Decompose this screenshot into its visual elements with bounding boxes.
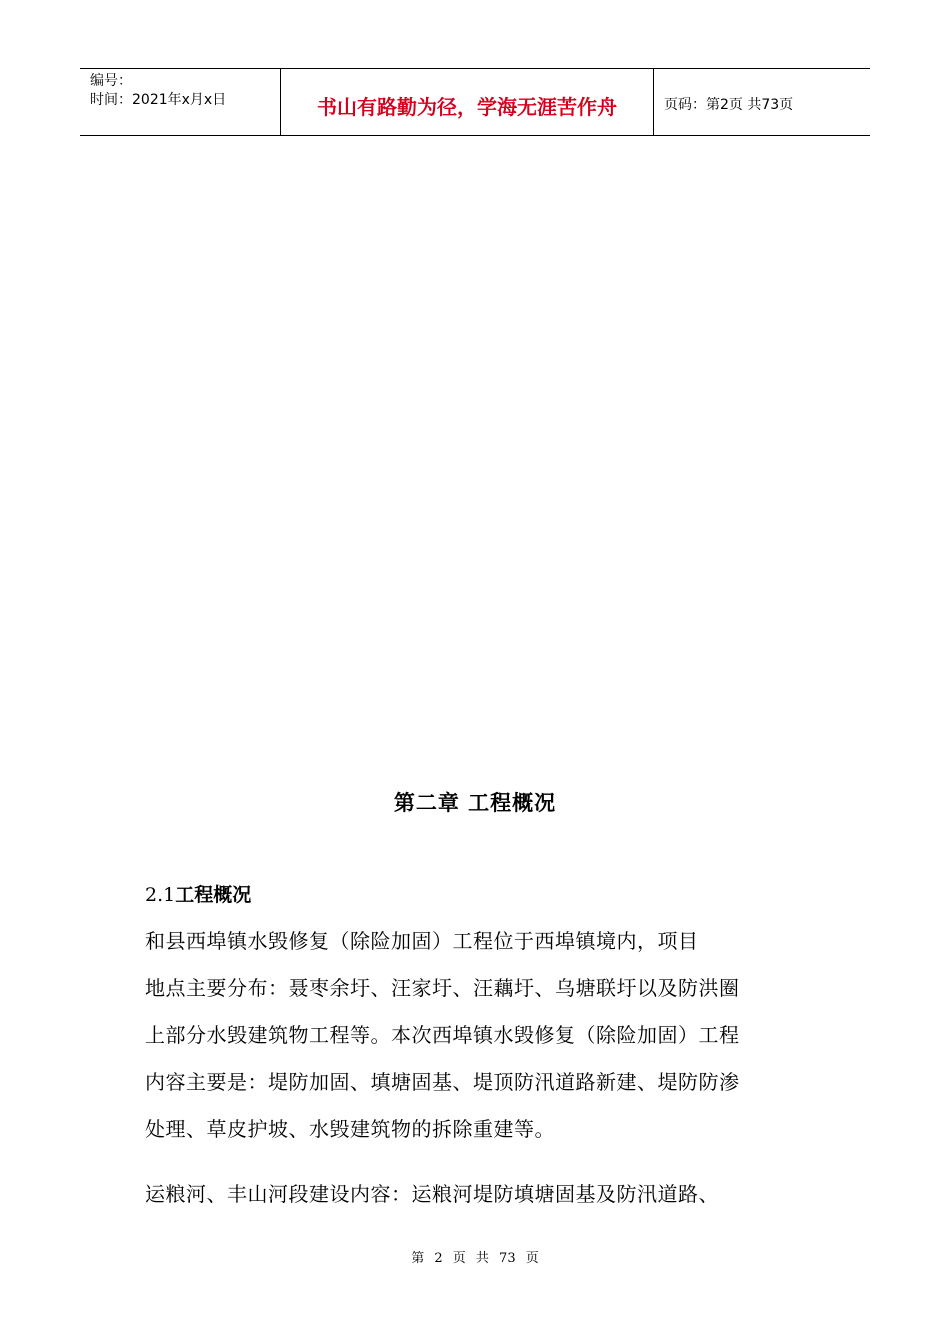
section-heading	[145, 880, 251, 907]
header-motto-cell	[281, 69, 654, 135]
section-title: 工程概况	[175, 884, 252, 906]
paragraph-2	[145, 1171, 810, 1218]
motto-text: 书山有路勤为径，学海无涯苦作舟	[317, 94, 617, 119]
paragraph-1	[145, 918, 810, 1153]
paragraph-line: 运粮河、丰山河段建设内容：运粮河堤防填塘固基及防汛道路、	[145, 1182, 719, 1206]
page-footer: 第 2 页 共 73 页	[411, 1251, 539, 1266]
page-info: 页码：第2页 共73页	[664, 97, 794, 113]
header-page-cell	[654, 69, 870, 135]
date-label: 时间：2021年x月x日	[90, 92, 227, 108]
paragraph-line: 地点主要分布：聂枣余圩、汪家圩、汪藕圩、乌塘联圩以及防洪圈	[145, 976, 740, 1000]
paragraph-line: 内容主要是：堤防加固、填塘固基、堤顶防汛道路新建、堤防防渗	[145, 1070, 740, 1094]
section-number: 2.1	[145, 884, 176, 906]
chapter-title: 第二章 工程概况	[393, 791, 557, 815]
header-meta-cell	[80, 69, 281, 135]
paragraph-line: 和县西埠镇水毁修复（除险加固）工程位于西埠镇境内，项目	[145, 929, 699, 953]
paragraph-line: 处理、草皮护坡、水毁建筑物的拆除重建等。	[145, 1117, 555, 1141]
serial-label: 编号：	[90, 73, 132, 89]
page-header	[80, 68, 870, 136]
paragraph-line: 上部分水毁建筑物工程等。本次西埠镇水毁修复（除险加固）工程	[145, 1023, 740, 1047]
